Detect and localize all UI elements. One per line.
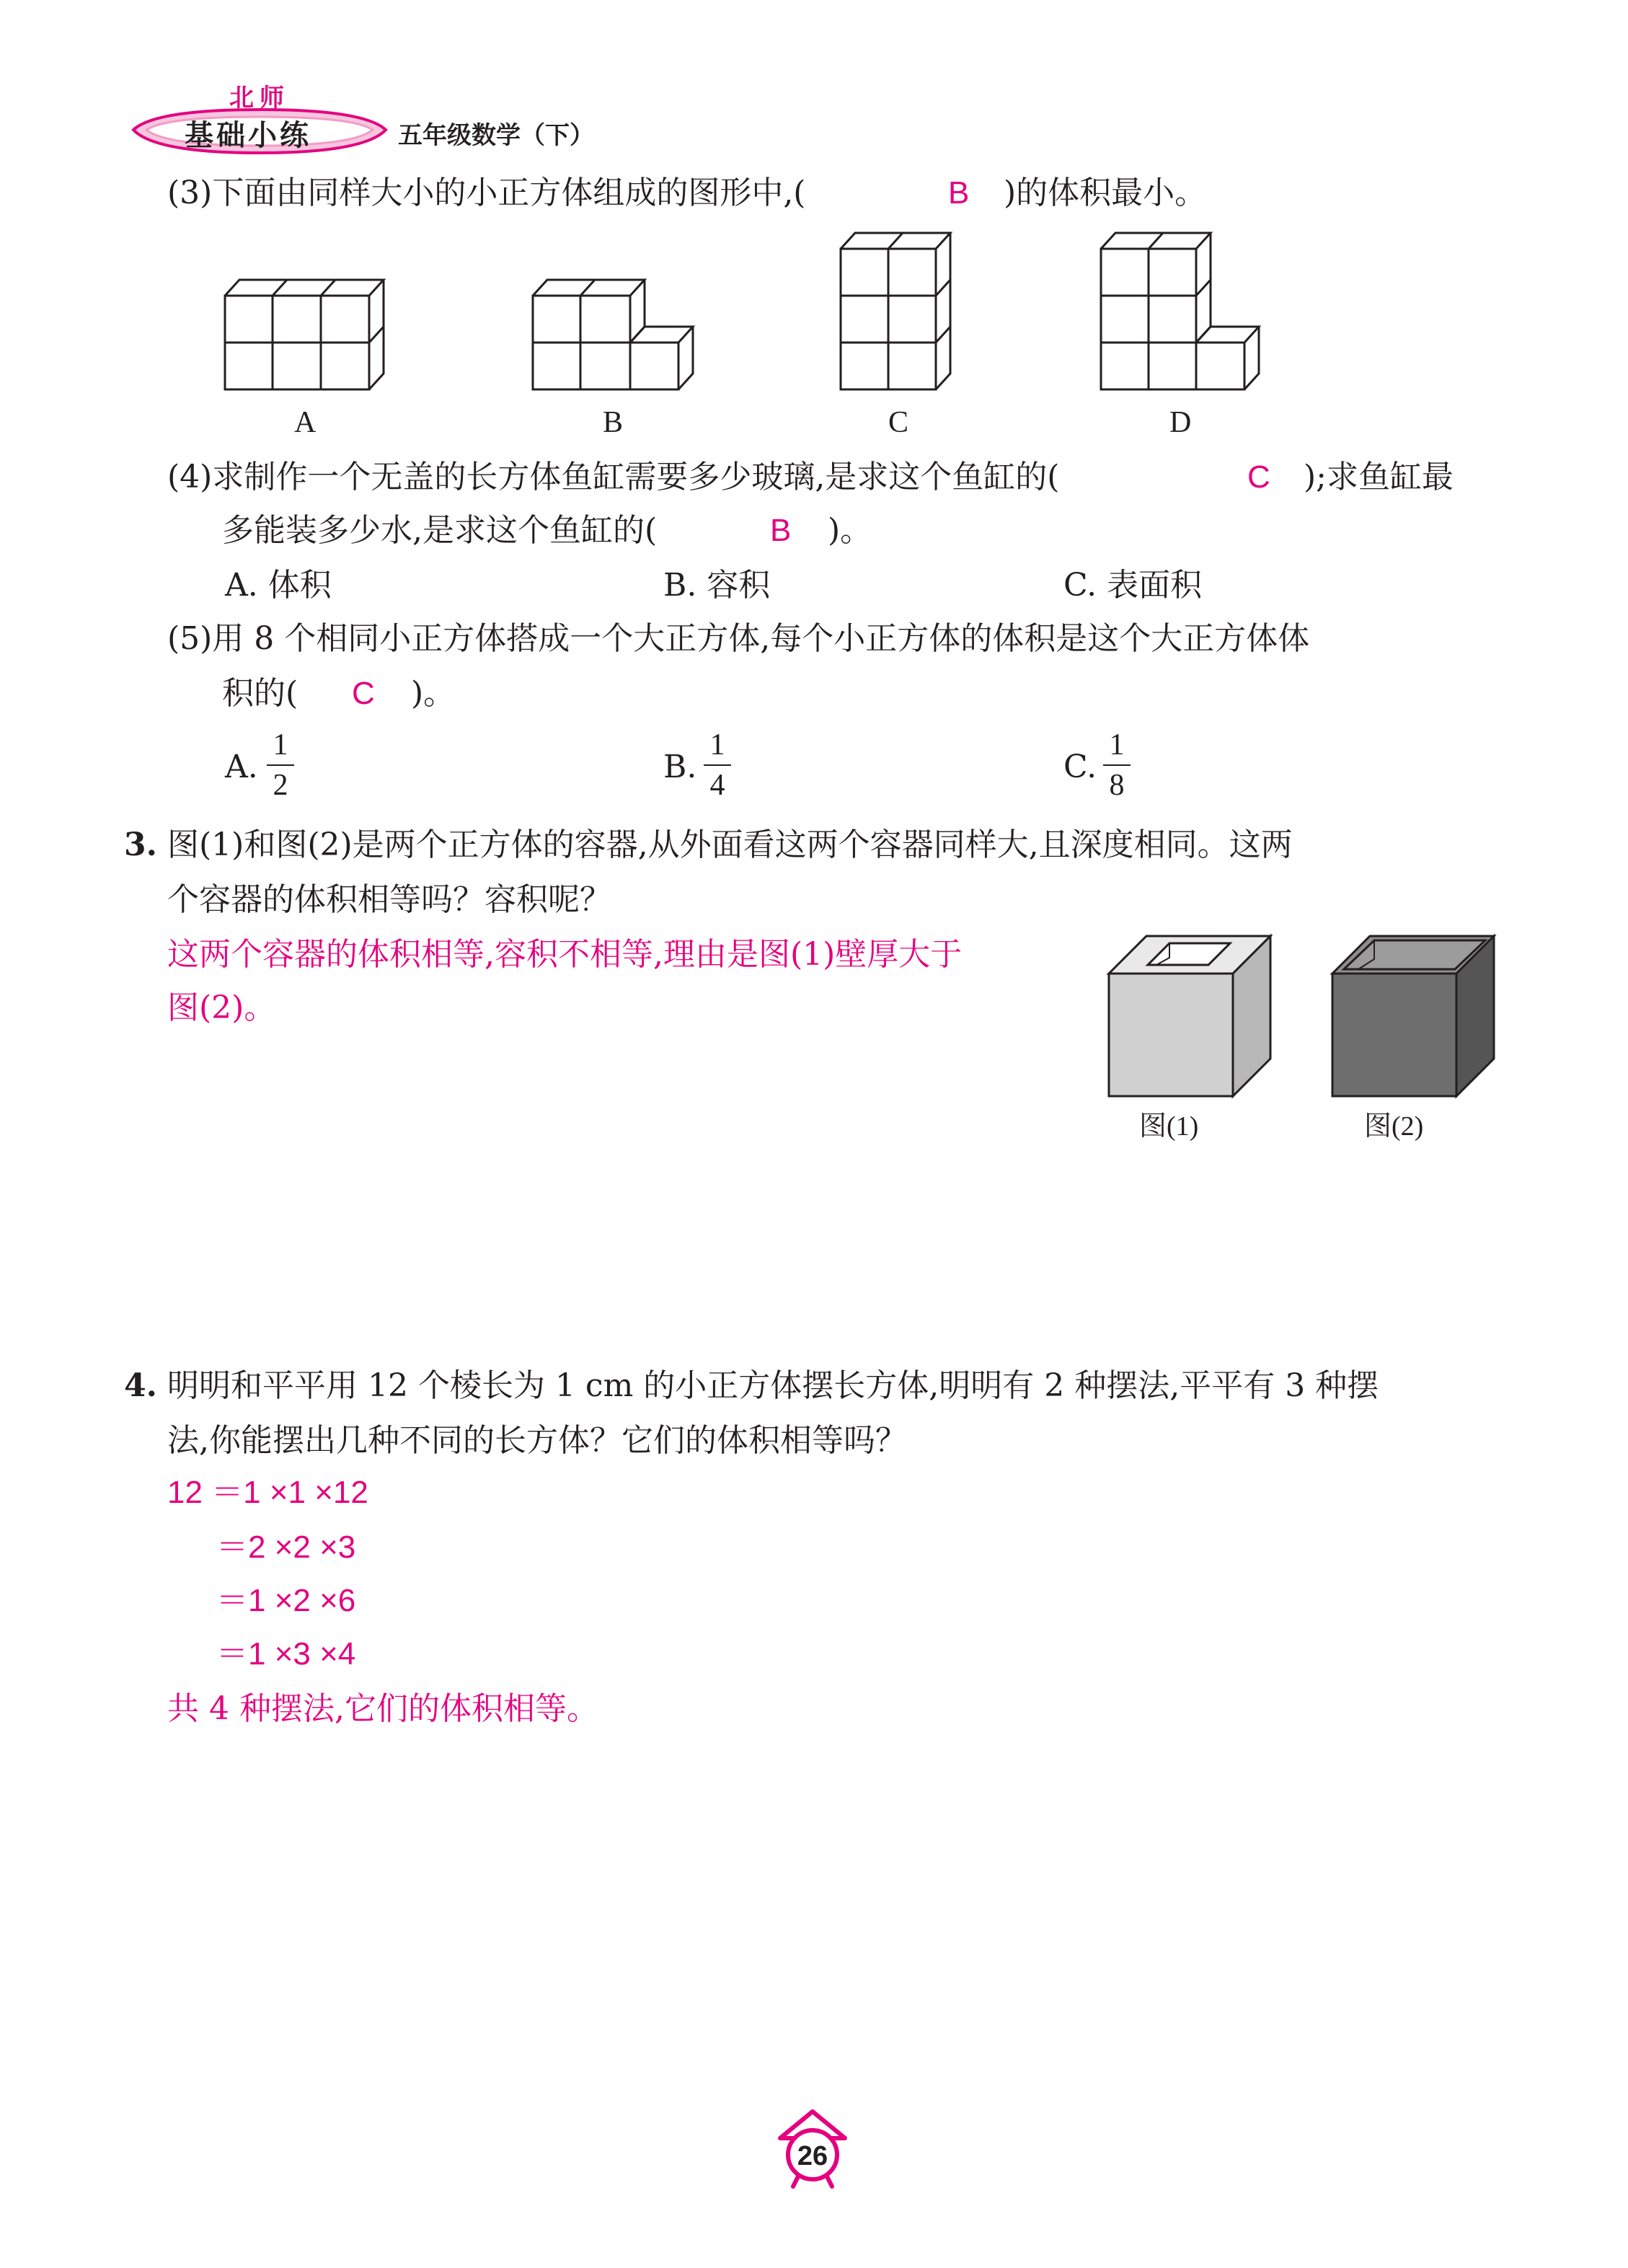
page-number: 26 bbox=[797, 2141, 828, 2171]
q4-answer-line-4: ＝1 ×3 ×4 bbox=[216, 1636, 356, 1672]
container-figure-1 bbox=[1103, 930, 1276, 1103]
q3-answer: B bbox=[948, 175, 970, 211]
q4-line2-after: )。 bbox=[828, 512, 872, 549]
numerator: 1 bbox=[1109, 728, 1125, 762]
figure-label-d: D bbox=[1169, 406, 1192, 439]
q5-option-c-letter: C. bbox=[1063, 749, 1097, 785]
q3-line2: 个容器的体积相等吗？容积呢？ bbox=[167, 881, 611, 918]
q3-answer-line1: 这两个容器的体积相等,容积不相等,理由是图(1)壁厚大于 bbox=[167, 936, 963, 973]
q3-answer-line2: 图(2)。 bbox=[167, 989, 276, 1026]
q4-line1-before: (4)求制作一个无盖的长方体鱼缸需要多少玻璃,是求这个鱼缸的( bbox=[167, 459, 1060, 495]
q5-answer: C bbox=[352, 676, 375, 711]
header-grade-subject: 五年级数学（下） bbox=[398, 121, 594, 150]
q4-answer-line-3: ＝1 ×2 ×6 bbox=[216, 1583, 356, 1618]
q3-line1: 图(1)和图(2)是两个正方体的容器,从外面看这两个容器同样大,且深度相同。这两 bbox=[167, 826, 1293, 863]
q3-text-before: (3)下面由同样大小的小正方体组成的图形中,( bbox=[167, 175, 806, 211]
q4-line2-before: 多能装多少水,是求这个鱼缸的( bbox=[222, 512, 658, 549]
cube-figure-b bbox=[524, 274, 712, 397]
container-label-1: 图(1) bbox=[1139, 1111, 1199, 1142]
q4-line1: 明明和平平用 12 个棱长为 1 cm 的小正方体摆长方体,明明有 2 种摆法,平平有 3 种摆 bbox=[167, 1367, 1379, 1404]
q5-line1: (5)用 8 个相同小正方体搭成一个大正方体,每个小正方体的体积是这个大正方体体 bbox=[167, 620, 1310, 657]
q4-line2: 法,你能摆出几种不同的长方体？它们的体积相等吗？ bbox=[167, 1422, 907, 1459]
cube-figure-a bbox=[216, 274, 397, 397]
header-series: 北师 bbox=[229, 84, 290, 112]
q4-answer-line-2: ＝2 ×2 ×3 bbox=[216, 1530, 356, 1565]
q5-option-c-fraction bbox=[1103, 730, 1131, 800]
q3-number: 3. bbox=[124, 826, 157, 863]
q5-line2-after: )。 bbox=[411, 675, 456, 712]
q4-conclusion: 共 4 种摆法,它们的体积相等。 bbox=[167, 1690, 598, 1727]
q4-option-b: B. 容积 bbox=[663, 567, 771, 604]
q4-answer1: C bbox=[1247, 459, 1270, 495]
cube-figure-c bbox=[832, 226, 962, 399]
q4-number: 4. bbox=[124, 1367, 157, 1404]
figure-label-b: B bbox=[603, 406, 624, 439]
header-book-title: 基础小练 bbox=[185, 119, 311, 152]
q5-line2-before: 积的( bbox=[222, 675, 298, 712]
cube-figure-d bbox=[1092, 226, 1273, 399]
q4-answer2: B bbox=[770, 513, 792, 548]
numerator: 1 bbox=[273, 728, 288, 762]
denominator: 2 bbox=[273, 769, 288, 802]
q4-answer-line-1: 12 ＝1 ×1 ×12 bbox=[167, 1475, 368, 1510]
container-figure-2 bbox=[1327, 930, 1500, 1103]
figure-label-c: C bbox=[888, 406, 909, 439]
container-label-2: 图(2) bbox=[1364, 1111, 1424, 1142]
q3-text-after: )的体积最小。 bbox=[1004, 175, 1207, 211]
q4-option-c: C. 表面积 bbox=[1063, 567, 1203, 604]
q4-line1-after: );求鱼缸最 bbox=[1304, 459, 1454, 495]
q5-option-b-fraction bbox=[704, 730, 731, 800]
denominator: 8 bbox=[1109, 769, 1125, 802]
q5-option-a-fraction bbox=[267, 730, 294, 800]
denominator: 4 bbox=[709, 769, 725, 802]
numerator: 1 bbox=[709, 728, 725, 762]
q5-option-b-letter: B. bbox=[663, 749, 697, 785]
q5-option-a-letter: A. bbox=[225, 749, 258, 785]
figure-label-a: A bbox=[294, 406, 317, 439]
q4-option-a: A. 体积 bbox=[225, 567, 332, 604]
